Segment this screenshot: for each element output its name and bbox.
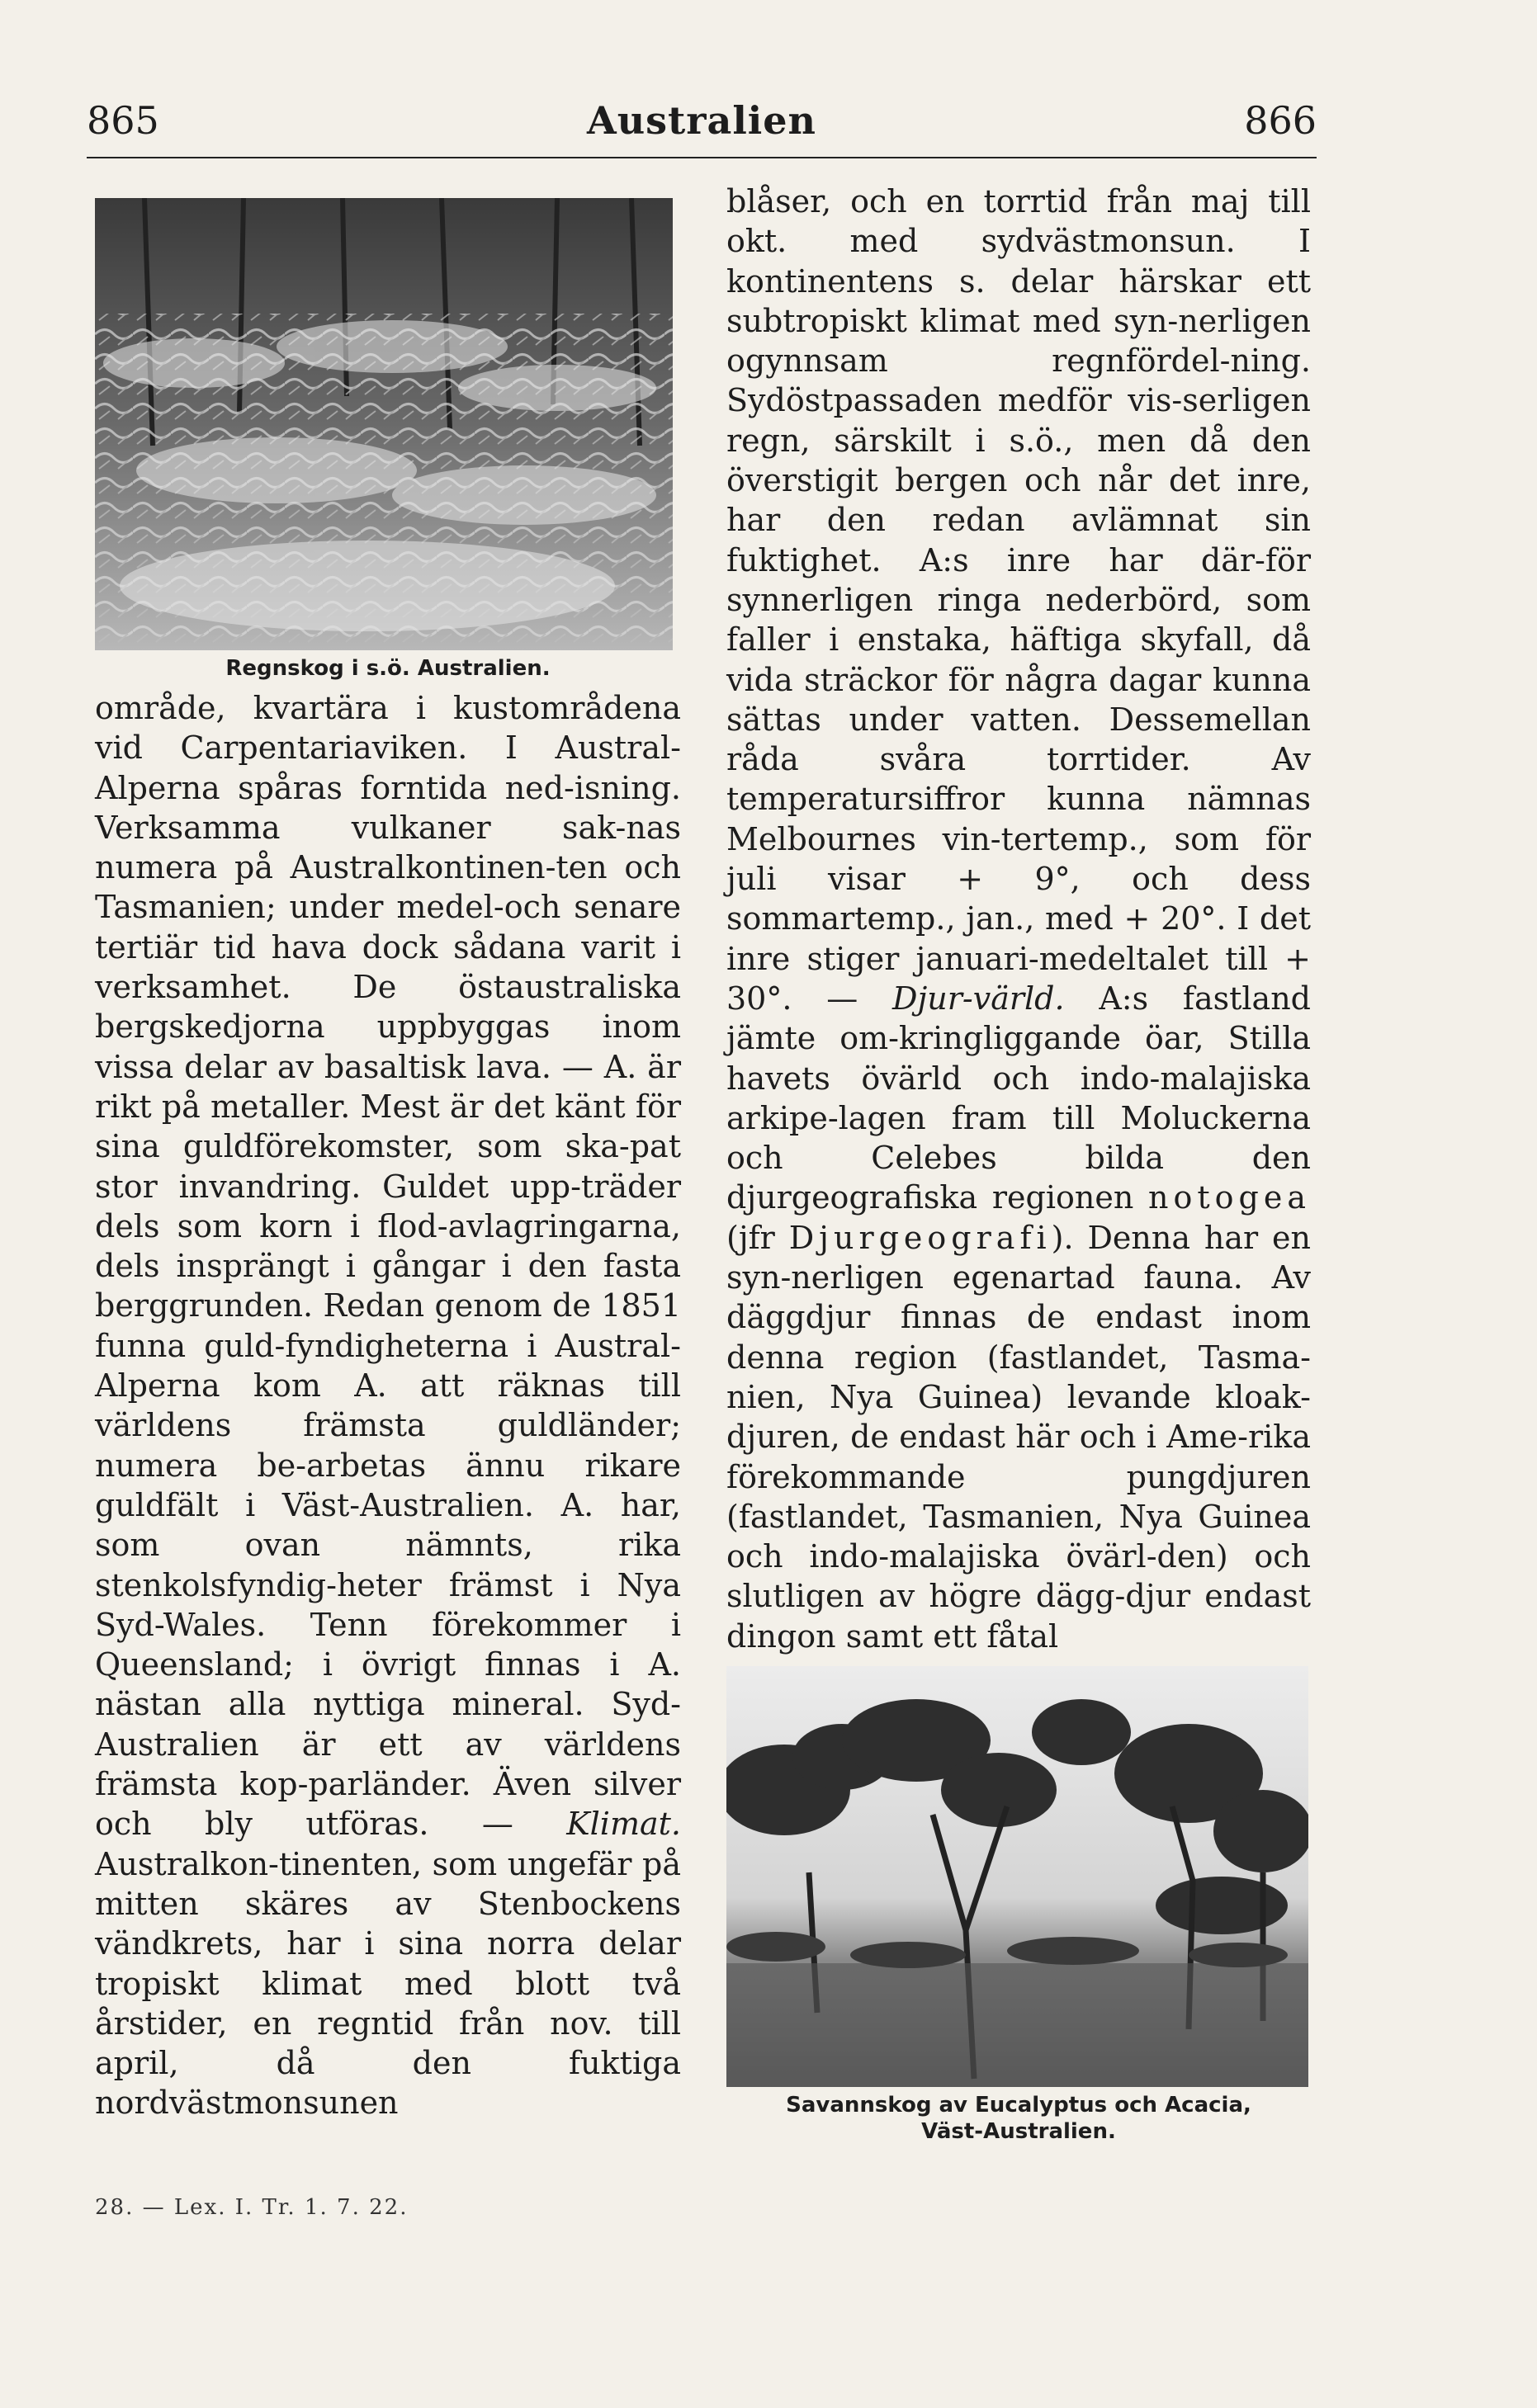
savanna-caption-line2: Väst-Australien. bbox=[921, 2118, 1116, 2144]
djurvarld-heading: Djur-värld. bbox=[892, 980, 1065, 1017]
left-page-number: 865 bbox=[87, 98, 159, 143]
header-rule bbox=[87, 157, 1317, 158]
savanna-photo bbox=[726, 1666, 1308, 2087]
right-body-text bbox=[726, 182, 1311, 1656]
left-text-part1: område, kvartära i kustområdena vid Carpentariaviken. I Austral-Alperna spåras forntida ned-isning. Verksamma vulkaner sak-nas numera på Australkontinen-ten och Tasmanien; under medel-och senare tertiär tid hava dock sådana varit i verksamhet. De östaustraliska bergskedjorna uppbyggas inom vissa delar av basaltisk lava. — A. är rikt på metaller. Mest är det känt för sina guldförekomster, som ska-pat stor invandring. Guldet upp-träder dels som korn i flod-avlagringarna, dels insprängt i gångar i den fasta berggrunden. Redan genom de 1851 funna guld-fyndigheterna i Austral-Alperna kom A. att räknas till världens främsta guldländer; numera be-arbetas ännu rikare guldfält i Väst-Australien. A. har, som ovan nämnts, rika stenkolsfyndig-heter främst i Nya Syd-Wales. Tenn förekommer i Queensland; i övrigt finnas i A. nästan alla nyttiga mineral. Syd-Australien är ett av världens främsta kop-parländer. Även silver och bly utföras. — bbox=[95, 690, 681, 1843]
right-column bbox=[726, 182, 1311, 2145]
right-text-part1: blåser, och en torrtid från maj till okt. med sydvästmonsun. I kontinentens s. delar härskar ett subtropiskt klimat med syn-nerligen ogynnsam regnfördel-ning. Sydöstpassaden medför vis-serligen regn, särskilt i s.ö., men då den överstigit bergen och når det inre, har den redan avlämnat sin fuktighet. A:s inre har där-för synnerligen ringa nederbörd, som faller i enstaka, häftiga skyfall, då vida sträckor för några dagar kunna sättas under vatten. Dessemellan råda svåra torrtider. Av temperatursiffror kunna nämnas Melbournes vin-tertemp., som för juli visar + 9°, och dess sommartemp., jan., med + 20°. I det inre stiger januari-medeltalet till + 30°. — bbox=[726, 183, 1311, 1017]
right-text-part2: A:s fastland jämte om-kringliggande öar, Stilla havets övärld och indo-malajiska arkipe-lagen fram till Moluckerna och Celebes bilda den djurgeografiska regionen bbox=[726, 980, 1311, 1216]
savanna-caption-line1: Savannskog av Eucalyptus och Acacia, bbox=[786, 2092, 1251, 2118]
left-column bbox=[95, 198, 681, 2123]
rainforest-caption: Regnskog i s.ö. Australien. bbox=[225, 656, 551, 681]
savanna-caption bbox=[726, 2092, 1311, 2145]
left-body-text bbox=[95, 688, 681, 2123]
right-page-number: 866 bbox=[1244, 98, 1317, 143]
klimat-heading: Klimat. bbox=[566, 1806, 681, 1843]
rainforest-photo bbox=[95, 198, 673, 650]
page-header bbox=[87, 91, 1317, 149]
right-text-part4: ). Denna har en syn-nerligen egenartad fauna. Av däggdjur finnas de endast inom denna region (fastlandet, Tasma-nien, Nya Guinea) levande kloak-djuren, de endast här och i Ame-rika förekommande pungdjuren (fastlandet, Tasmanien, Nya Guinea och indo-malajiska övärl-den) och slutligen av högre dägg-djur endast dingon samt ett fåtal bbox=[726, 1219, 1311, 1655]
footer-signature: 28. — Lex. I. Tr. 1. 7. 22. bbox=[95, 2195, 409, 2220]
notogea-term: notogea bbox=[1148, 1179, 1311, 1216]
djurgeografi-ref: Djurgeografi bbox=[788, 1219, 1052, 1256]
left-text-part2: Australkon-tinenten, som ungefär på mitten skäres av Stenbockens vändkrets, har i sina norra delar tropiskt klimat med blott två årstider, en regntid från nov. till april, då den fuktiga nordvästmonsunen bbox=[95, 1845, 681, 2122]
running-title: Australien bbox=[587, 98, 816, 143]
right-text-part3: (jfr bbox=[726, 1219, 789, 1256]
